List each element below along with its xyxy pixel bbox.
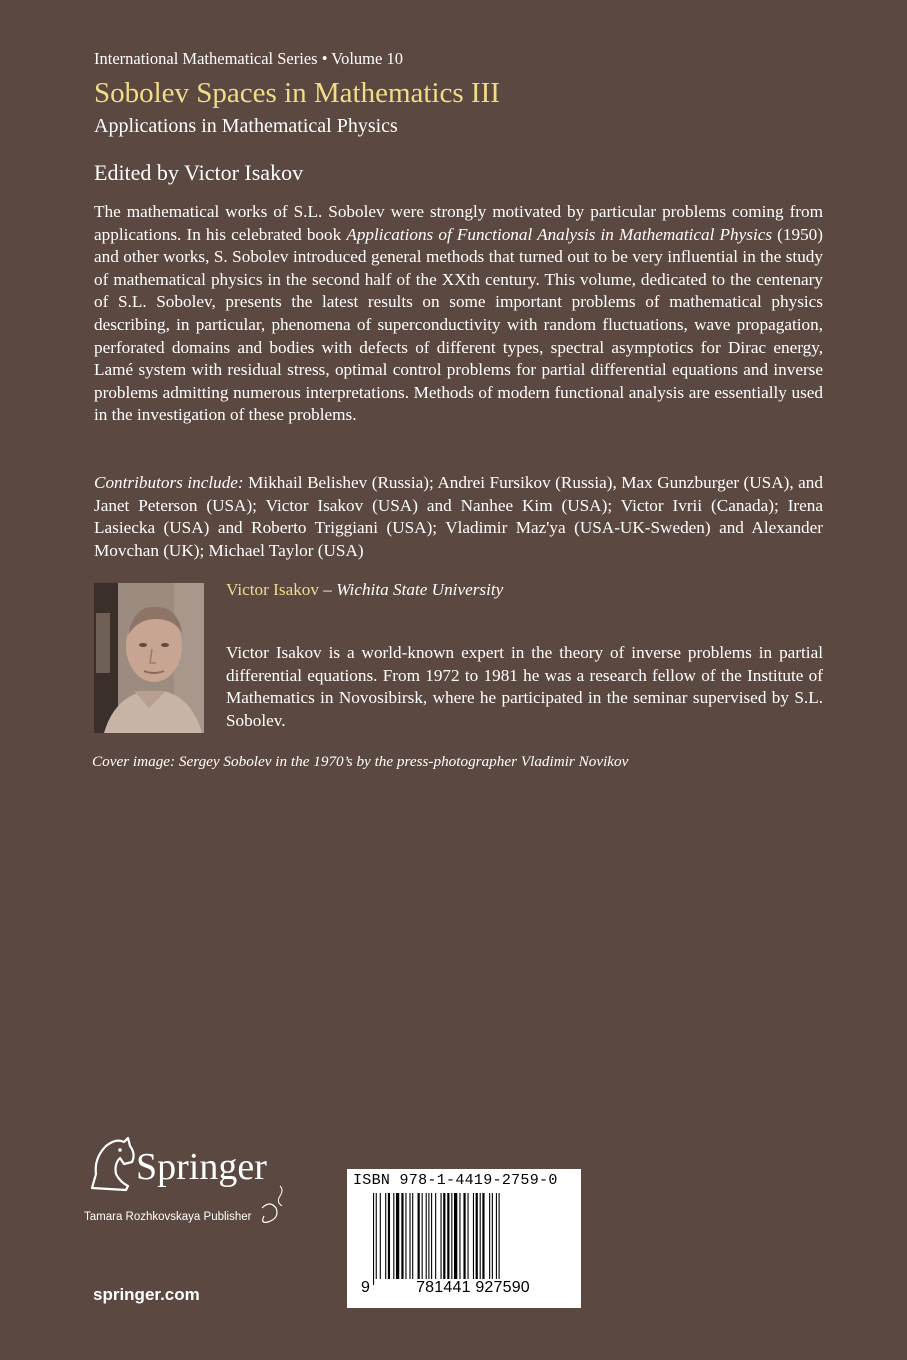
springer-horse-icon — [84, 1130, 294, 1235]
barcode-bar — [492, 1193, 493, 1279]
isbn-barcode — [347, 1169, 581, 1308]
series-line: International Mathematical Series • Volume 10 — [94, 49, 403, 68]
barcode-bar — [418, 1193, 420, 1279]
author-bio: Victor Isakov is a world-known expert in the theory of inverse problems in partial differential equations. From 1972 to 1981 he was a research fellow of the Institute of Mathematics in Novosibirsk, where he participated in the seminar supervised by S.L. Sobolev. — [226, 643, 823, 730]
author-name: Victor Isakov — [226, 580, 319, 599]
barcode-bar — [380, 1193, 381, 1279]
barcode-bar — [499, 1193, 500, 1285]
cover-image-credit: Cover image: Sergey Sobolev in the 1970’s by the press-photographer Vladimir Novikov — [92, 753, 629, 770]
author-heading — [226, 580, 503, 600]
barcode-bar — [409, 1193, 410, 1279]
barcode-bar — [373, 1193, 374, 1285]
author-photo — [94, 583, 204, 733]
abstract-part-2: (1950) and other works, S. Sobolev introduced general methods that turned out to be very influential in the study of mathematical physics in the second half of the XXth century. This volume, dedicated to the centenary of S.L. Sobolev, presents the latest results on some important problems of mathematical physics describing, in particular, phenomena of superconductivity with random fluctuations, wave propagation, perforated domains and bodies with defects of different types, spectral asymptotics for Dirac energy, Lamé system with residual stress, optimal control problems for partial differential equations and inverse problems admitting numerous interpretations. Methods of modern functional analysis are essentially used in the investigation of these problems. — [94, 224, 823, 425]
barcode-bar — [405, 1193, 406, 1279]
author-portrait-image — [94, 583, 204, 733]
barcode-bar — [443, 1193, 445, 1279]
barcode-bar — [441, 1193, 442, 1279]
barcode-bar — [385, 1193, 386, 1279]
ean-remaining-digits: 781441 927590 — [375, 1279, 571, 1297]
author-separator: – — [319, 580, 337, 599]
barcode-bar — [388, 1193, 390, 1279]
barcode-bar — [428, 1193, 429, 1279]
contributors-label: Contributors include: — [94, 473, 244, 492]
barcode-bar — [480, 1193, 481, 1279]
abstract-paragraph — [94, 201, 823, 427]
barcode-bar — [476, 1193, 478, 1279]
author-affiliation: Wichita State University — [336, 580, 504, 599]
barcode-bar — [459, 1193, 460, 1279]
book-title: Sobolev Spaces in Mathematics III — [94, 77, 500, 109]
barcode-bar — [473, 1193, 474, 1279]
barcode-bar — [396, 1193, 399, 1279]
barcode-bar — [489, 1193, 490, 1279]
barcode-bar — [376, 1193, 377, 1285]
barcode-bar — [426, 1193, 427, 1279]
ean-first-digit: 9 — [361, 1279, 370, 1296]
barcode-bar — [463, 1193, 465, 1279]
barcode-bar — [401, 1193, 403, 1279]
contributors-paragraph — [94, 472, 823, 562]
imprint-name: Tamara Rozhkovskaya Publisher — [84, 1211, 252, 1223]
barcode-bar — [412, 1193, 413, 1279]
barcode-bar — [422, 1193, 423, 1279]
barcode-bar — [447, 1193, 449, 1279]
publisher-url[interactable]: springer.com — [93, 1285, 200, 1304]
book-subtitle: Applications in Mathematical Physics — [94, 115, 398, 137]
springer-logo — [84, 1130, 294, 1235]
barcode-bar — [468, 1193, 469, 1279]
barcode-bar — [435, 1193, 436, 1285]
barcode-bar — [496, 1193, 497, 1285]
barcode-bar — [482, 1193, 484, 1279]
contributors-list: Mikhail Belishev (Russia); Andrei Fursikov (Russia), Max Gunzburger (USA), and Janet Peterson (USA); Victor Isakov (USA) and Nanhee Kim (USA); Victor Ivrii (Canada); Irena Lasiecka (USA) and Roberto Triggiani (USA); Vladimir Maz'ya (USA-UK-Sweden) and Alexander Movchan (UK); Michael Taylor (USA) — [94, 473, 823, 560]
editor-line: Edited by Victor Isakov — [94, 160, 304, 185]
abstract-part-1: The mathematical works of S.L. Sobolev were strongly motivated by particular problems coming from applications. In his celebrated book — [94, 202, 823, 244]
barcode-bar — [393, 1193, 394, 1279]
isbn-label: ISBN 978-1-4419-2759-0 — [353, 1172, 558, 1189]
cited-book-title: Applications of Functional Analysis in Mathematical Physics — [346, 224, 773, 244]
springer-wordmark: Springer — [136, 1146, 267, 1188]
barcode-bar — [454, 1193, 457, 1279]
barcode-bar — [451, 1193, 452, 1279]
barcode-bar — [431, 1193, 432, 1279]
